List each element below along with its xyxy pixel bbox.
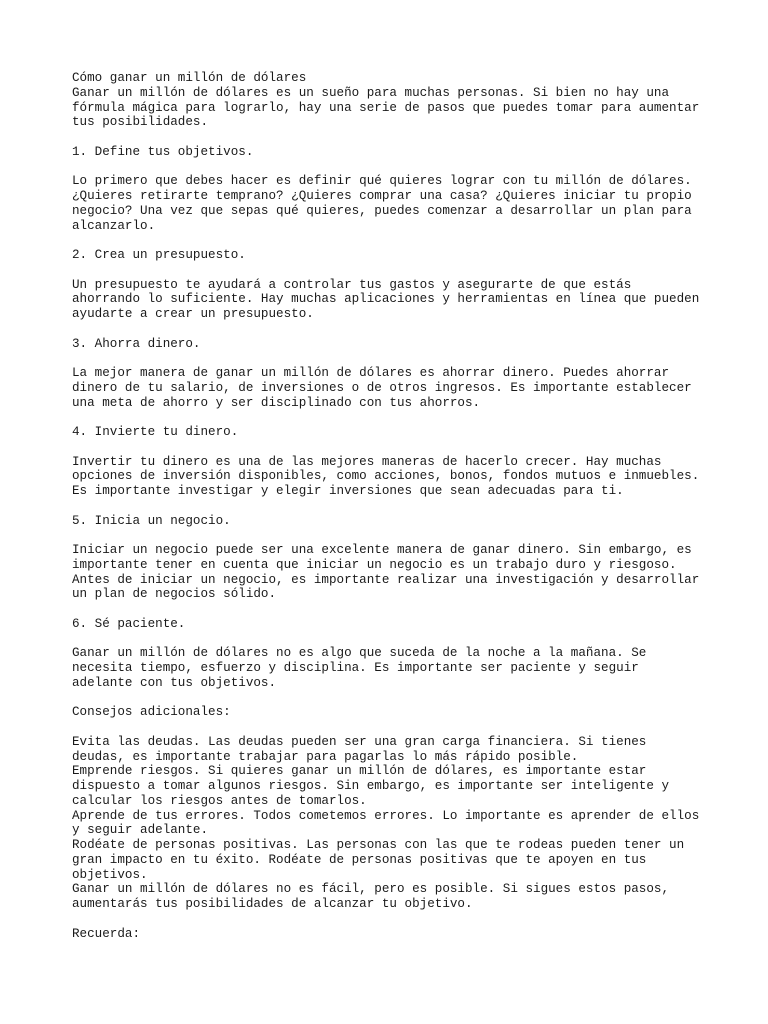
text-line: 2. Crea un presupuesto. xyxy=(72,248,246,262)
text-line: opciones de inversión disponibles, como acciones, bonos, fondos mutuos e inmuebles. xyxy=(72,469,700,484)
text-line: y seguir adelante. xyxy=(72,823,209,838)
text-line xyxy=(72,499,732,514)
text-line: tus posibilidades. xyxy=(72,115,209,130)
text-line: dispuesto a tomar algunos riesgos. Sin embargo, es importante ser inteligente y xyxy=(72,779,670,793)
text-line: negocio? Una vez que sepas qué quieres, puedes comenzar a desarrollar un plan para xyxy=(72,203,692,218)
text-line: importante tener en cuenta que iniciar un negocio es un trabajo duro y riesgoso. xyxy=(72,557,677,572)
text-line: adelante con tus objetivos. xyxy=(72,675,277,690)
text-line xyxy=(72,160,732,175)
text-line: un plan de negocios sólido. xyxy=(72,587,277,602)
text-line: Lo primero que debes hacer es definir qué quieres lograr con tu millón de dólares. xyxy=(72,174,692,189)
text-line: 1. Define tus objetivos. xyxy=(72,144,254,159)
text-line xyxy=(72,233,732,248)
text-line: deudas, es importante trabajar para pagarlas lo más rápido posible. xyxy=(72,749,579,764)
text-line: Iniciar un negocio puede ser una excelente manera de ganar dinero. Sin embargo, es xyxy=(72,543,692,557)
text-line xyxy=(72,322,732,337)
text-line xyxy=(72,440,732,455)
text-line: gran impacto en tu éxito. Rodéate de personas positivas que te apoyen en tus xyxy=(72,852,647,867)
text-line xyxy=(72,410,732,425)
text-line: alcanzarlo. xyxy=(72,218,156,233)
text-line xyxy=(72,602,732,617)
text-line: ¿Quieres retirarte temprano? ¿Quieres comprar una casa? ¿Quieres iniciar tu propio xyxy=(72,189,692,203)
text-line: Un presupuesto te ayudará a controlar tus gastos y asegurarte de que estás xyxy=(72,277,632,292)
text-line: objetivos. xyxy=(72,867,148,882)
text-line: Es importante investigar y elegir inversiones que sean adecuadas para ti. xyxy=(72,484,624,498)
text-line: Invertir tu dinero es una de las mejores maneras de hacerlo crecer. Hay muchas xyxy=(72,454,662,469)
text-line: calcular los riesgos antes de tomarlos. xyxy=(72,793,367,808)
text-line xyxy=(72,263,732,278)
text-line xyxy=(72,632,732,647)
text-line: Recuerda: xyxy=(72,926,141,941)
text-line: 5. Inicia un negocio. xyxy=(72,513,231,528)
text-line: 4. Invierte tu dinero. xyxy=(72,425,239,439)
document-body xyxy=(72,71,732,941)
text-line xyxy=(72,528,732,543)
text-line: una meta de ahorro y ser disciplinado con tus ahorros. xyxy=(72,395,481,410)
text-line: La mejor manera de ganar un millón de dólares es ahorrar dinero. Puedes ahorrar xyxy=(72,366,670,380)
text-line: 3. Ahorra dinero. xyxy=(72,336,201,351)
text-line: Ganar un millón de dólares es un sueño para muchas personas. Si bien no hay una xyxy=(72,85,670,100)
document-title: Cómo ganar un millón de dólares xyxy=(72,71,307,85)
text-line: Antes de iniciar un negocio, es importante realizar una investigación y desarrollar xyxy=(72,572,700,587)
text-line: Evita las deudas. Las deudas pueden ser una gran carga financiera. Si tienes xyxy=(72,734,647,749)
text-line xyxy=(72,691,732,706)
text-line: Rodéate de personas positivas. Las personas con las que te rodeas pueden tener un xyxy=(72,838,685,852)
text-line: aumentarás tus posibilidades de alcanzar tu objetivo. xyxy=(72,897,473,911)
text-line xyxy=(72,912,732,927)
text-line: necesita tiempo, esfuerzo y disciplina. Es importante ser paciente y seguir xyxy=(72,661,639,675)
text-line: Aprende de tus errores. Todos cometemos errores. Lo importante es aprender de ellos xyxy=(72,808,700,823)
text-line: Consejos adicionales: xyxy=(72,705,231,720)
text-line: Emprende riesgos. Si quieres ganar un millón de dólares, es importante estar xyxy=(72,764,647,779)
text-line xyxy=(72,351,732,366)
text-line xyxy=(72,130,732,145)
text-line: ahorrando lo suficiente. Hay muchas aplicaciones y herramientas en línea que pueden xyxy=(72,292,700,307)
text-line xyxy=(72,720,732,735)
text-line: 6. Sé paciente. xyxy=(72,616,186,631)
text-line: fórmula mágica para lograrlo, hay una serie de pasos que puedes tomar para aumentar xyxy=(72,100,700,115)
text-line: Ganar un millón de dólares no es fácil, pero es posible. Si sigues estos pasos, xyxy=(72,882,670,897)
text-line: ayudarte a crear un presupuesto. xyxy=(72,307,314,321)
text-line: Ganar un millón de dólares no es algo que suceda de la noche a la mañana. Se xyxy=(72,646,647,661)
text-line: dinero de tu salario, de inversiones o de otros ingresos. Es importante establecer xyxy=(72,380,692,395)
